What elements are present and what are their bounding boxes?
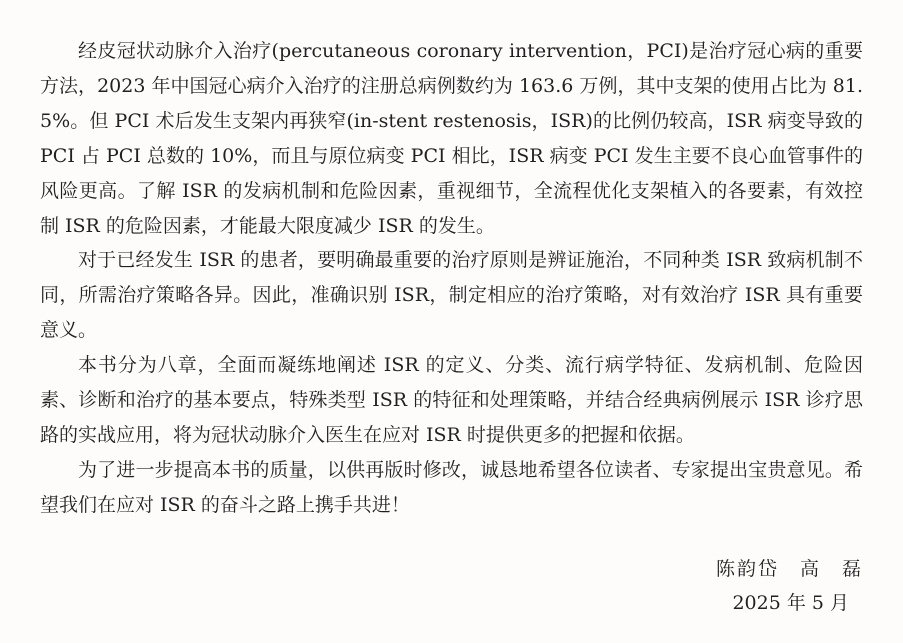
signature-date: 2025 年 5 月 <box>732 592 849 614</box>
paragraph-4: 为了进一步提高本书的质量，以供再版时修改，诚恳地希望各位读者、专家提出宝贵意见。希望我们在应对 ISR 的奋斗之路上携手共进！ <box>40 458 863 516</box>
signature-block <box>716 552 863 620</box>
paragraph-1: 经皮冠状动脉介入治疗(percutaneous coronary intervention，PCI)是治疗冠心病的重要方法，2023 年中国冠心病介入治疗的注册总病例数约为 163.6 万例，其中支架的使用占比为 81.5%。但 PCI 术后发生支架内再狭窄(in-stent restenosis，ISR)的比例仍较高，ISR 病变导致的 PCI 占 PCI 总数的 10%，而且与原位病变 PCI 相比，ISR 病变 PCI 发生主要不良心血管事件的风险更高。了解 ISR 的发病机制和危险因素，重视细节，全流程优化支架植入的各要素，有效控制 ISR 的危险因素，才能最大限度减少 ISR 的发生。 <box>40 40 863 237</box>
author-names: 陈韵岱 高 磊 <box>715 558 863 580</box>
paragraph-2: 对于已经发生 ISR 的患者，要明确最重要的治疗原则是辨证施治，不同种类 ISR 致病机制不同，所需治疗策略各异。因此，准确识别 ISR，制定相应的治疗策略，对有效治疗 ISR 具有重要意义。 <box>40 249 863 342</box>
paragraph-3: 本书分为八章，全面而凝练地阐述 ISR 的定义、分类、流行病学特征、发病机制、危险因素、诊断和治疗的基本要点，特殊类型 ISR 的特征和处理策略，并结合经典病例展示 ISR 诊疗思路的实战应用，将为冠状动脉介入医生在应对 ISR 时提供更多的把握和依据。 <box>40 354 863 446</box>
